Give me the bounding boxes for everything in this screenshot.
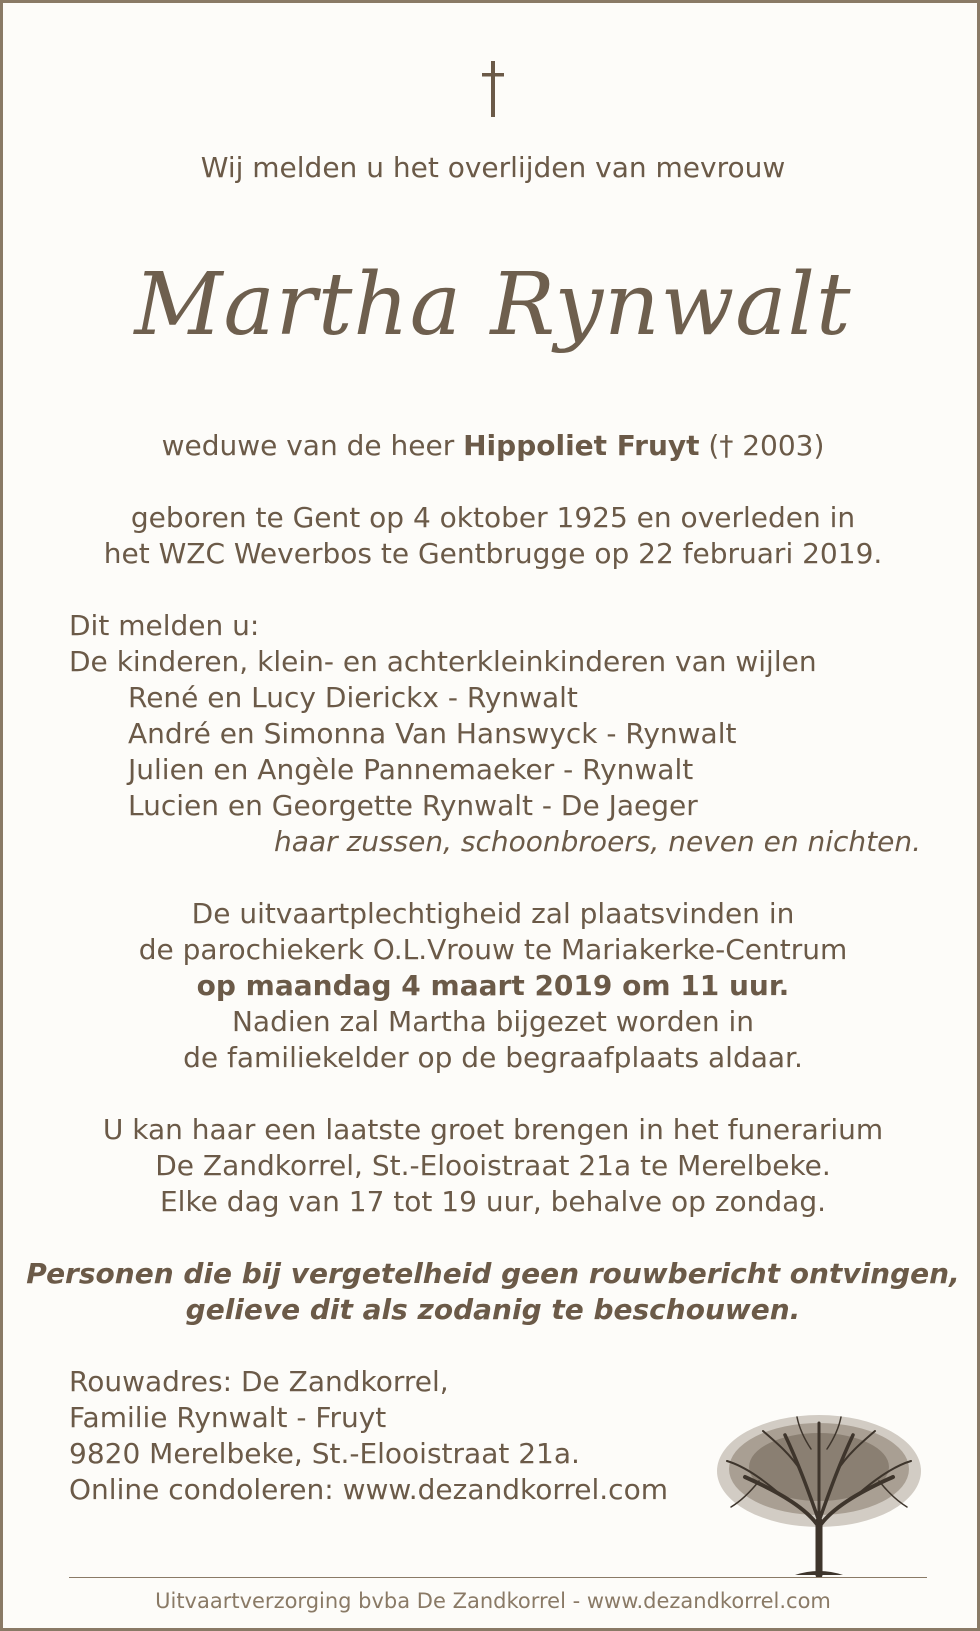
ceremony-line-1: De uitvaartplechtigheid zal plaatsvinden in xyxy=(191,897,795,930)
ceremony-date: op maandag 4 maart 2019 om 11 uur. xyxy=(196,969,790,1002)
notice-line-1: Personen die bij vergetelheid geen rouwbericht ontvingen, xyxy=(26,1257,960,1290)
family-others: haar zussen, schoonbroers, neven en nichten. xyxy=(274,825,921,858)
ceremony-line-2: de parochiekerk O.L.Vrouw te Mariakerke-Centrum xyxy=(138,933,848,966)
cross-icon xyxy=(3,59,980,119)
visitation-line-2: De Zandkorrel, St.-Elooistraat 21a te Merelbeke. xyxy=(155,1149,831,1182)
address-line-1: Rouwadres: De Zandkorrel, xyxy=(69,1365,449,1398)
address-line-3: 9820 Merelbeke, St.-Elooistraat 21a. xyxy=(69,1437,580,1470)
visitation-line-3: Elke dag van 17 tot 19 uur, behalve op zondag. xyxy=(159,1185,826,1218)
birth-line-2: het WZC Weverbos te Gentbrugge op 22 februari 2019. xyxy=(103,537,883,570)
address-line-2: Familie Rynwalt - Fruyt xyxy=(69,1401,387,1434)
footer: Uitvaartverzorging bvba De Zandkorrel - www.dezandkorrel.com xyxy=(155,1589,831,1613)
family-member: André en Simonna Van Hanswyck - Rynwalt xyxy=(128,717,737,750)
ceremony-line-4: Nadien zal Martha bijgezet worden in xyxy=(231,1005,755,1038)
deceased-name: Martha Rynwalt xyxy=(134,255,852,355)
family-member: Lucien en Georgette Rynwalt - De Jaeger xyxy=(128,789,698,822)
family-member: René en Lucy Dierickx - Rynwalt xyxy=(128,681,578,714)
family-intro: Dit melden u: xyxy=(69,609,260,642)
husband-name: Hippoliet Fruyt xyxy=(463,429,700,462)
family-member: Julien en Angèle Pannemaeker - Rynwalt xyxy=(128,753,694,786)
ceremony-line-5: de familiekelder op de begraafplaats aldaar. xyxy=(183,1041,803,1074)
address-line-4: Online condoleren: www.dezandkorrel.com xyxy=(69,1473,668,1506)
widow-suffix: († 2003) xyxy=(699,429,825,462)
visitation-line-1: U kan haar een laatste groet brengen in het funerarium xyxy=(102,1113,884,1146)
widow-prefix: weduwe van de heer xyxy=(161,429,464,462)
tree-icon xyxy=(711,1409,927,1577)
widow-line xyxy=(3,427,980,464)
notice-line-2: gelieve dit als zodanig te beschouwen. xyxy=(185,1293,801,1326)
family-line: De kinderen, klein- en achterkleinkinderen van wijlen xyxy=(69,645,817,678)
birth-line-1: geboren te Gent op 4 oktober 1925 en overleden in xyxy=(130,501,856,534)
divider xyxy=(69,1577,927,1578)
announcement: Wij melden u het overlijden van mevrouw xyxy=(200,151,786,184)
